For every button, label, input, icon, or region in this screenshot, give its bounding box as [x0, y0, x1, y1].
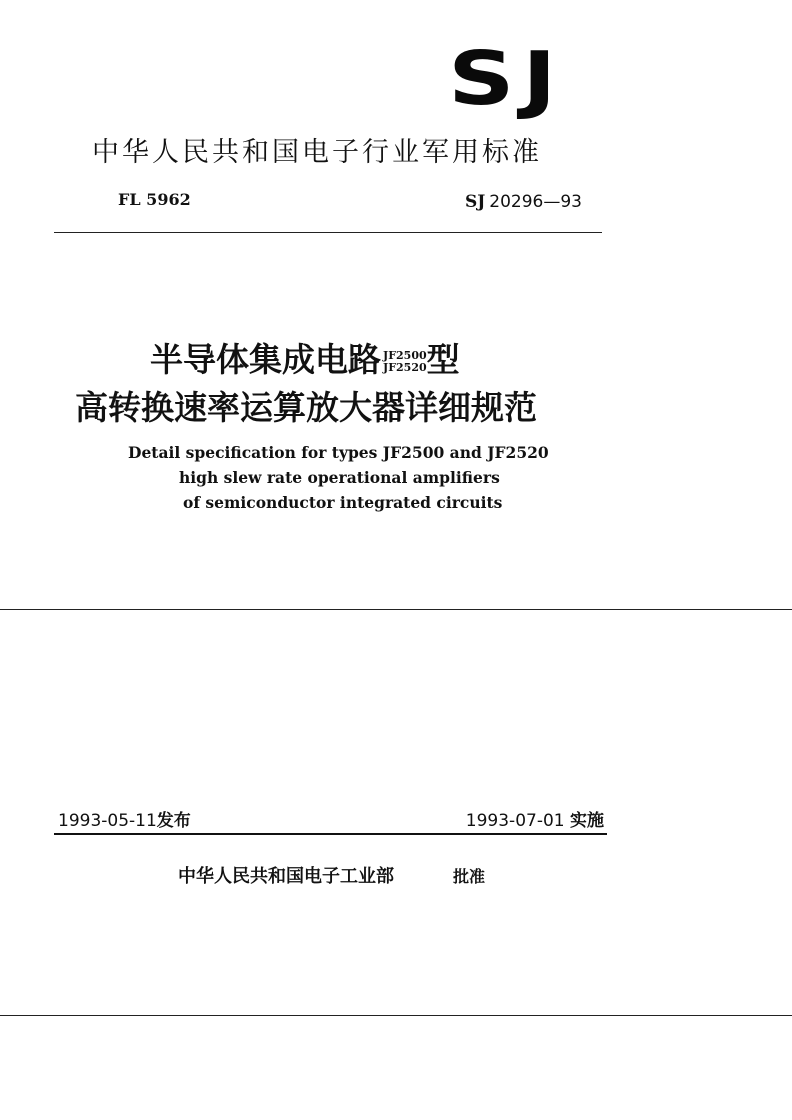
- issue-date-block: [58, 806, 191, 831]
- date-divider: [54, 833, 607, 835]
- type-designations: [383, 350, 427, 374]
- issue-date: 1993-05-11: [58, 811, 157, 831]
- standard-number-value: 20296—93: [489, 192, 582, 212]
- standard-category: 中华人民共和国电子行业军用标准: [92, 137, 542, 168]
- effective-date: 1993-07-01: [465, 811, 565, 831]
- standard-prefix: SJ: [464, 192, 486, 212]
- title-line-1-suffix: 型: [426, 340, 460, 379]
- effective-label: 实施: [570, 811, 604, 831]
- issue-label: 发布: [156, 811, 191, 831]
- standard-number: [465, 192, 582, 212]
- type-a: JF2500: [383, 348, 427, 362]
- bottom-divider: [0, 1015, 792, 1016]
- english-title-line-3: of semiconductor integrated circuits: [183, 493, 503, 512]
- title-line-1-text: 半导体集成电路: [150, 340, 381, 379]
- type-b: JF2520: [383, 360, 427, 374]
- title-line-1: [150, 338, 460, 382]
- middle-divider: [0, 609, 792, 610]
- approving-authority: 中华人民共和国电子工业部: [178, 866, 394, 887]
- effective-date-block: [466, 806, 604, 831]
- header-divider: [54, 232, 602, 233]
- title-line-2: 高转换速率运算放大器详细规范: [75, 388, 537, 427]
- english-title-line-1: Detail specification for types JF2500 and JF2520: [128, 443, 549, 462]
- approval-label: 批准: [453, 867, 486, 886]
- fl-code: FL 5962: [118, 190, 191, 209]
- sj-logo: SJ: [448, 36, 565, 122]
- english-title-line-2: high slew rate operational amplifiers: [179, 468, 500, 487]
